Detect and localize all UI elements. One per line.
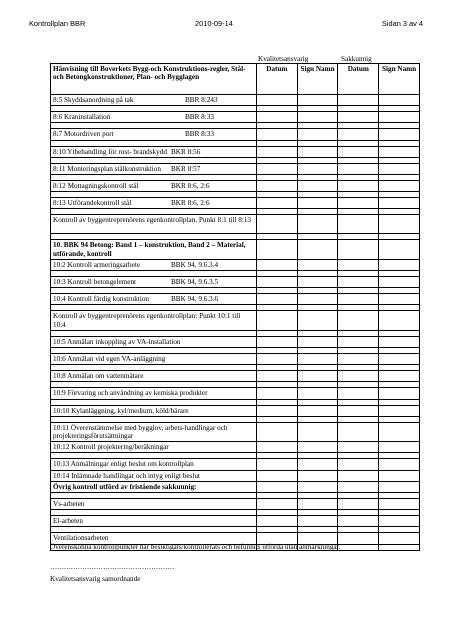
datum-cell[interactable] xyxy=(338,516,379,527)
sign-cell[interactable] xyxy=(379,422,420,441)
item-reference: BBK 94, 9.6.3.4 xyxy=(171,260,219,269)
item-label: 8:12 Mottagningskontroll stål xyxy=(53,182,139,191)
item-label: 10:4 Kontroll färdig konstruktion xyxy=(53,295,150,304)
item-label: Vs-arbeten xyxy=(51,499,257,510)
datum-cell[interactable] xyxy=(338,163,379,174)
sign-cell[interactable] xyxy=(297,215,338,234)
sign-cell[interactable] xyxy=(379,499,420,510)
item-reference: BKR 8:6, 2:6 xyxy=(171,199,210,208)
sign-cell[interactable] xyxy=(379,181,420,192)
datum-cell[interactable] xyxy=(338,294,379,305)
header-date: 2010-09-14 xyxy=(195,19,233,28)
sign-cell[interactable] xyxy=(379,516,420,527)
item-label: 8:13 Utförandekontroll stål xyxy=(53,199,132,208)
table-row xyxy=(51,215,420,234)
sign-cell[interactable] xyxy=(297,470,338,481)
datum-cell[interactable] xyxy=(338,215,379,234)
header-page-number: Sidan 3 av 4 xyxy=(381,19,423,28)
item-label: 10:8 Anmälan om vattenmätare xyxy=(51,371,257,382)
datum-cell[interactable] xyxy=(256,259,297,270)
sign-cell[interactable] xyxy=(297,516,338,527)
header-description: Hänvisning till Boverkets Bygg-och Konstruktions-regler, Stål-och Betongkonstruktioner, Plan- och Bygglagen xyxy=(51,64,257,95)
item-label: 10:11 Överenstämmelse med bygglov, arbets-handlingar och projekteringsförutsättningar xyxy=(51,422,257,441)
sign-cell[interactable] xyxy=(379,311,420,330)
item-reference: BKR 8:56 xyxy=(171,147,201,156)
datum-cell[interactable] xyxy=(338,311,379,330)
sign-cell[interactable] xyxy=(379,459,420,470)
section-heading-row xyxy=(51,240,420,259)
datum-cell[interactable] xyxy=(256,405,297,416)
table-row xyxy=(51,442,420,453)
table-row xyxy=(51,388,420,399)
item-label: El-arbeten xyxy=(51,516,257,527)
item-label: 10:10 Kylanläggning, kyl/medium, köld/bärare xyxy=(51,405,257,416)
datum-cell[interactable] xyxy=(256,277,297,288)
datum-cell[interactable] xyxy=(338,259,379,270)
datum-cell[interactable] xyxy=(338,277,379,288)
item-label: 8:7 Motordriven port xyxy=(53,130,114,139)
item-label: 10:5 Anmälan inkoppling av VA-installation xyxy=(51,336,257,347)
datum-cell[interactable] xyxy=(256,442,297,453)
table-row xyxy=(51,422,420,441)
datum-cell[interactable] xyxy=(338,181,379,192)
datum-cell[interactable] xyxy=(256,516,297,527)
table-row xyxy=(51,163,420,174)
signature-line[interactable]: ……………………………………………… xyxy=(50,563,174,571)
table-row xyxy=(51,470,420,481)
table-row xyxy=(51,371,420,382)
section-heading: 10. BBK 94 Betong: Band 1 – konstruktion, Band 2 – Material, utförande, kontroll xyxy=(51,240,257,259)
extra-control-heading: Övrig kontroll utförd av fristående sakkunnig: xyxy=(51,481,257,492)
datum-cell[interactable] xyxy=(256,470,297,481)
role-sakkunnig: Sakkunnig xyxy=(341,55,372,63)
datum-cell[interactable] xyxy=(256,163,297,174)
datum-cell[interactable] xyxy=(256,215,297,234)
item-label: 10:13 Anmälningar enligt beslut om kontrollplan xyxy=(51,459,257,470)
datum-cell[interactable] xyxy=(256,371,297,382)
item-label: 10:9 Förvaring och användning av kemiska produkter xyxy=(51,388,257,399)
table-row xyxy=(51,146,420,157)
datum-cell[interactable] xyxy=(256,146,297,157)
sign-cell[interactable] xyxy=(297,405,338,416)
datum-cell[interactable] xyxy=(338,405,379,416)
header-datum-2: Datum xyxy=(338,64,379,95)
role-kvalitetsansvarig: Kvalitetsansvarig xyxy=(258,55,309,63)
sign-cell[interactable] xyxy=(379,388,420,399)
datum-cell[interactable] xyxy=(338,422,379,441)
sign-cell[interactable] xyxy=(297,112,338,123)
sign-cell[interactable] xyxy=(297,354,338,365)
control-table xyxy=(50,63,420,551)
datum-cell[interactable] xyxy=(256,198,297,209)
datum-cell[interactable] xyxy=(256,388,297,399)
item-label: 8:11 Monteringsplan stålkonstruktion xyxy=(53,164,161,173)
datum-cell[interactable] xyxy=(256,112,297,123)
sign-cell[interactable] xyxy=(379,277,420,288)
sign-cell[interactable] xyxy=(379,112,420,123)
table-row xyxy=(51,311,420,330)
sign-cell[interactable] xyxy=(379,129,420,140)
own-control-2: Kontroll av byggentreprenörens egenkontrollplan: Punkt 10:1 till 10:4 xyxy=(51,311,257,330)
item-reference: BKR 8:57 xyxy=(171,164,201,173)
sign-cell[interactable] xyxy=(297,129,338,140)
table-row xyxy=(51,354,420,365)
datum-cell[interactable] xyxy=(256,336,297,347)
sign-cell[interactable] xyxy=(379,442,420,453)
sign-cell[interactable] xyxy=(379,371,420,382)
table-row xyxy=(51,198,420,209)
table-row xyxy=(51,277,420,288)
item-label: 10:12 Kontroll projektering/beräkningar xyxy=(51,442,257,453)
table-row xyxy=(51,294,420,305)
section-heading-row xyxy=(51,481,420,492)
datum-cell[interactable] xyxy=(338,459,379,470)
item-label: 8:10 Ytbehandling för rost- brandskydd xyxy=(53,147,167,156)
datum-cell[interactable] xyxy=(338,336,379,347)
item-label: 10:14 Inlämnade handlingar och intyg enligt beslut xyxy=(51,470,257,481)
datum-cell[interactable] xyxy=(256,181,297,192)
header-sign: Sign Namn xyxy=(297,64,338,95)
sign-cell[interactable] xyxy=(297,181,338,192)
sign-cell[interactable] xyxy=(379,163,420,174)
sign-cell[interactable] xyxy=(297,146,338,157)
datum-cell[interactable] xyxy=(338,371,379,382)
table-row xyxy=(51,129,420,140)
header-sign-2: Sign Namn xyxy=(379,64,420,95)
datum-cell[interactable] xyxy=(256,311,297,330)
datum-cell[interactable] xyxy=(338,146,379,157)
datum-cell[interactable] xyxy=(256,499,297,510)
table-row xyxy=(51,499,420,510)
sign-cell[interactable] xyxy=(297,459,338,470)
sign-cell[interactable] xyxy=(379,198,420,209)
item-reference: BBK 94, 9.6.3.5 xyxy=(171,278,219,287)
datum-cell[interactable] xyxy=(338,533,379,544)
datum-cell[interactable] xyxy=(256,294,297,305)
sign-cell[interactable] xyxy=(297,371,338,382)
table-row xyxy=(51,405,420,416)
item-label: 10:6 Anmälan vid egen VA-anläggning xyxy=(51,354,257,365)
table-row xyxy=(51,336,420,347)
datum-cell[interactable] xyxy=(338,129,379,140)
item-label: Ventilationsarbeten xyxy=(51,533,257,544)
table-row xyxy=(51,112,420,123)
sign-cell[interactable] xyxy=(297,198,338,209)
table-row xyxy=(51,516,420,527)
sign-cell[interactable] xyxy=(379,533,420,544)
datum-cell[interactable] xyxy=(338,198,379,209)
agreement-note: Överenskonna kontrollpunkter har besiktigats/kontrollerats och befunnits utförda utan anmärkningar. xyxy=(50,543,341,551)
table-row xyxy=(51,259,420,270)
sign-cell[interactable] xyxy=(379,405,420,416)
datum-cell[interactable] xyxy=(338,442,379,453)
sign-cell[interactable] xyxy=(379,259,420,270)
sign-cell[interactable] xyxy=(297,422,338,441)
sign-cell[interactable] xyxy=(297,442,338,453)
datum-cell[interactable] xyxy=(338,95,379,106)
item-reference: BBR 8:33 xyxy=(185,113,214,122)
own-control-1: Kontroll av byggentreprenörens egenkontrollplan. Punkt 8:1 till 8:13 xyxy=(51,215,257,234)
sign-cell[interactable] xyxy=(379,146,420,157)
datum-cell[interactable] xyxy=(256,354,297,365)
datum-cell[interactable] xyxy=(256,95,297,106)
item-reference: BBR 8:243 xyxy=(185,96,218,104)
datum-cell[interactable] xyxy=(338,388,379,399)
sign-cell[interactable] xyxy=(297,388,338,399)
header-title: Kontrollplan BBR xyxy=(29,19,86,28)
signer-label: Kvalitetsansvarig samordnande xyxy=(50,575,141,583)
sign-cell[interactable] xyxy=(297,336,338,347)
table-row xyxy=(51,95,420,106)
sign-cell[interactable] xyxy=(297,294,338,305)
sign-cell[interactable] xyxy=(379,294,420,305)
sign-cell[interactable] xyxy=(297,311,338,330)
table-row xyxy=(51,459,420,470)
sign-cell[interactable] xyxy=(379,95,420,106)
sign-cell[interactable] xyxy=(379,354,420,365)
header-datum: Datum xyxy=(256,64,297,95)
table-header-row xyxy=(51,64,420,95)
sign-cell[interactable] xyxy=(297,499,338,510)
datum-cell[interactable] xyxy=(338,470,379,481)
datum-cell[interactable] xyxy=(256,459,297,470)
item-reference: BBR 8:33 xyxy=(185,130,214,139)
datum-cell[interactable] xyxy=(338,112,379,123)
item-reference: BKR 8:6, 2:6 xyxy=(171,182,210,191)
datum-cell[interactable] xyxy=(338,354,379,365)
item-reference: BBK 94, 9.6.3.6 xyxy=(171,295,219,304)
datum-cell[interactable] xyxy=(256,422,297,441)
item-label: 8:5 Skyddsanordning på tak xyxy=(53,96,134,104)
table-row xyxy=(51,181,420,192)
item-label: 10:3 Kontroll betongelement xyxy=(53,278,137,287)
datum-cell[interactable] xyxy=(256,129,297,140)
sign-cell[interactable] xyxy=(297,163,338,174)
item-label: 8:6 Kraninstallation xyxy=(53,113,111,122)
item-label: 10:2 Kontroll armeringsarbete xyxy=(53,260,141,269)
datum-cell[interactable] xyxy=(338,499,379,510)
sign-cell[interactable] xyxy=(379,470,420,481)
sign-cell[interactable] xyxy=(379,215,420,234)
sign-cell[interactable] xyxy=(297,259,338,270)
sign-cell[interactable] xyxy=(297,277,338,288)
sign-cell[interactable] xyxy=(297,95,338,106)
sign-cell[interactable] xyxy=(379,336,420,347)
